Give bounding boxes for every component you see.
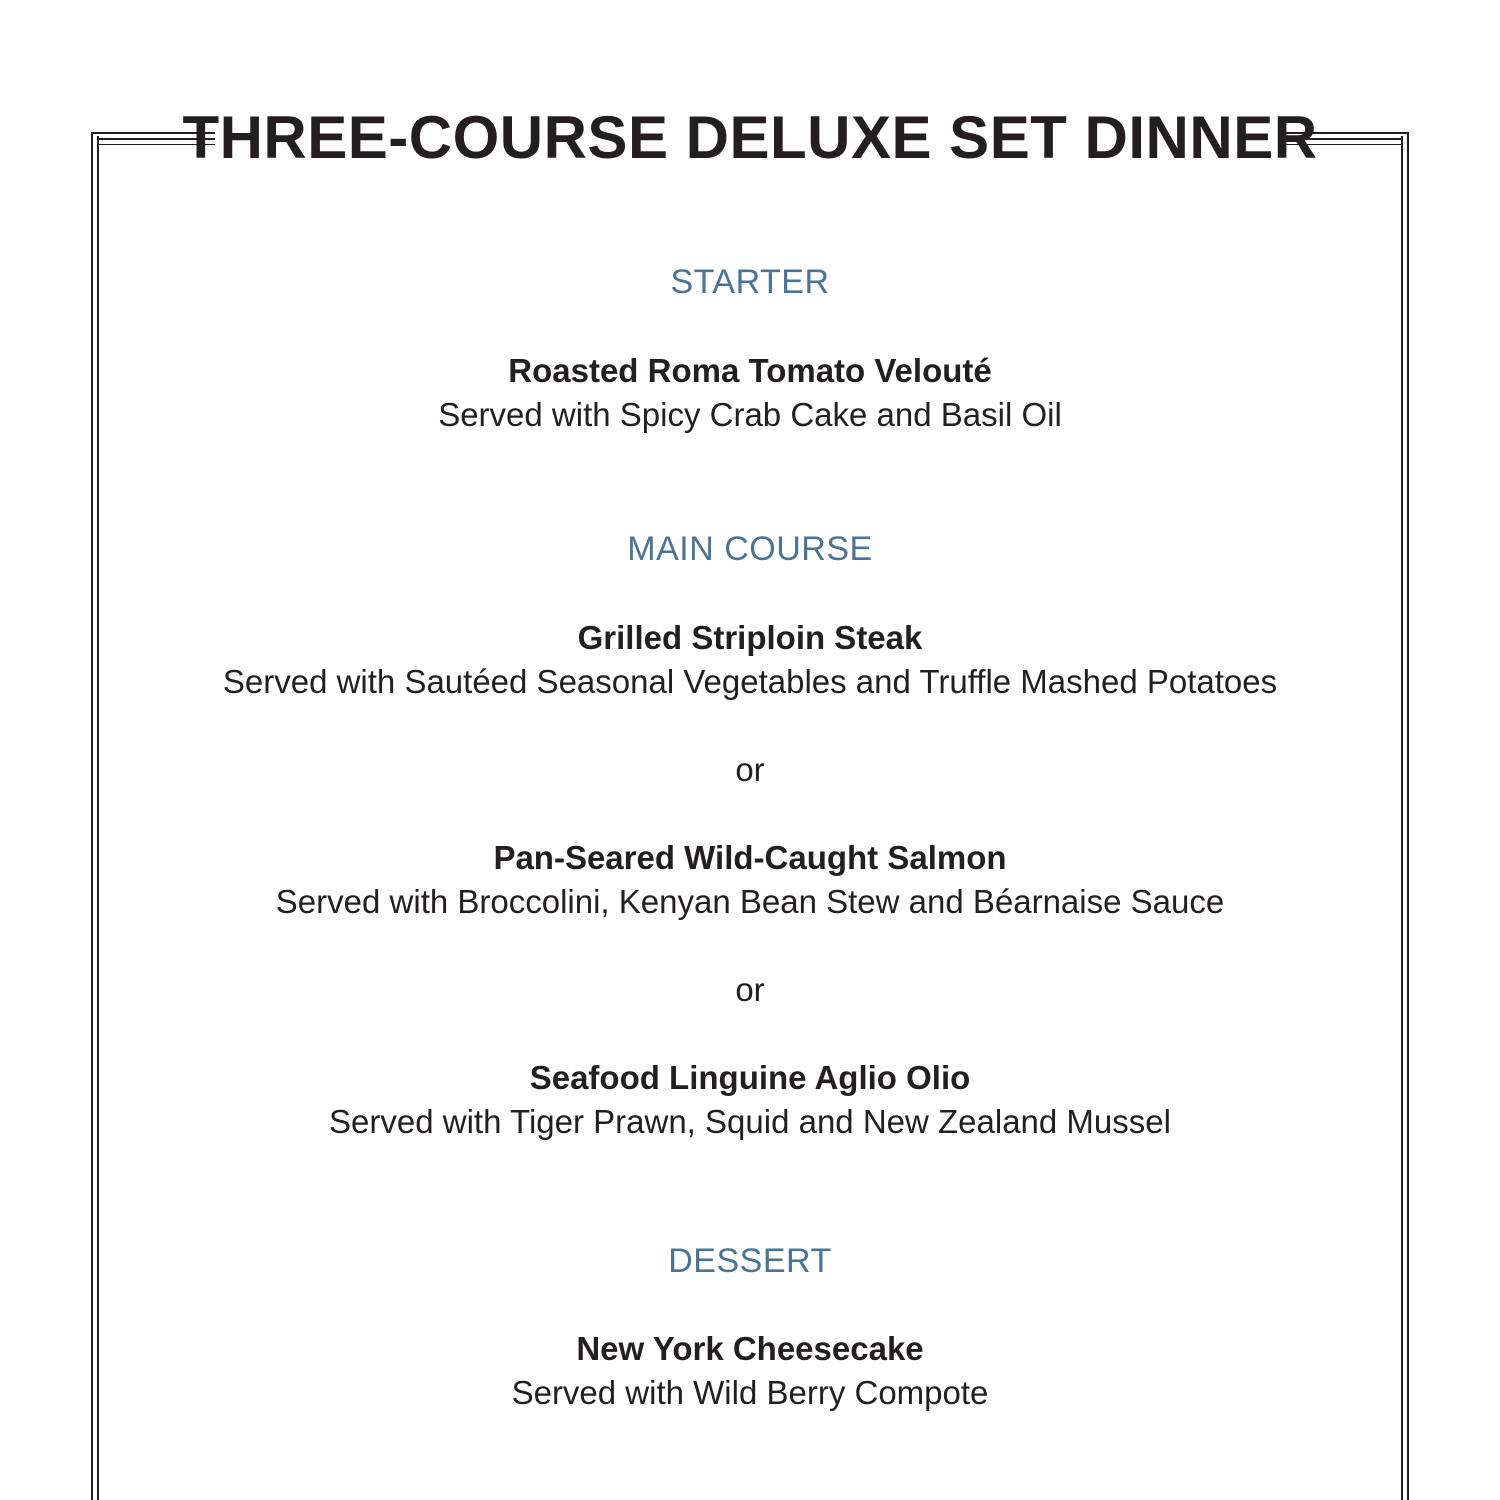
border-right-inner	[1401, 136, 1403, 1500]
dessert-heading: DESSERT	[668, 1242, 832, 1280]
main-course-heading: MAIN COURSE	[627, 530, 873, 568]
starter-dish-name: Roasted Roma Tomato Velouté	[508, 352, 992, 389]
menu-title: THREE-COURSE DELUXE SET DINNER	[182, 104, 1318, 171]
main-dish-2-description: Served with Broccolini, Kenyan Bean Stew and Béarnaise Sauce	[275, 883, 1225, 920]
border-right-outer	[1407, 132, 1409, 1500]
main-dish-3-name: Seafood Linguine Aglio Olio	[529, 1059, 971, 1096]
main-dish-3-description: Served with Tiger Prawn, Squid and New Zealand Mussel	[329, 1103, 1171, 1140]
or-separator-2: or	[735, 971, 765, 1008]
border-left-inner	[97, 136, 99, 1500]
starter-dish-description: Served with Spicy Crab Cake and Basil Oil	[438, 396, 1062, 433]
main-dish-1-name: Grilled Striploin Steak	[577, 619, 923, 656]
or-separator-1: or	[735, 751, 765, 788]
dessert-dish-name: New York Cheesecake	[576, 1330, 924, 1367]
main-dish-1-description: Served with Sautéed Seasonal Vegetables and Truffle Mashed Potatoes	[222, 663, 1278, 700]
border-left-outer	[91, 132, 93, 1500]
dessert-dish-description: Served with Wild Berry Compote	[511, 1374, 989, 1411]
starter-heading: STARTER	[670, 263, 830, 301]
main-dish-2-name: Pan-Seared Wild-Caught Salmon	[493, 839, 1007, 876]
